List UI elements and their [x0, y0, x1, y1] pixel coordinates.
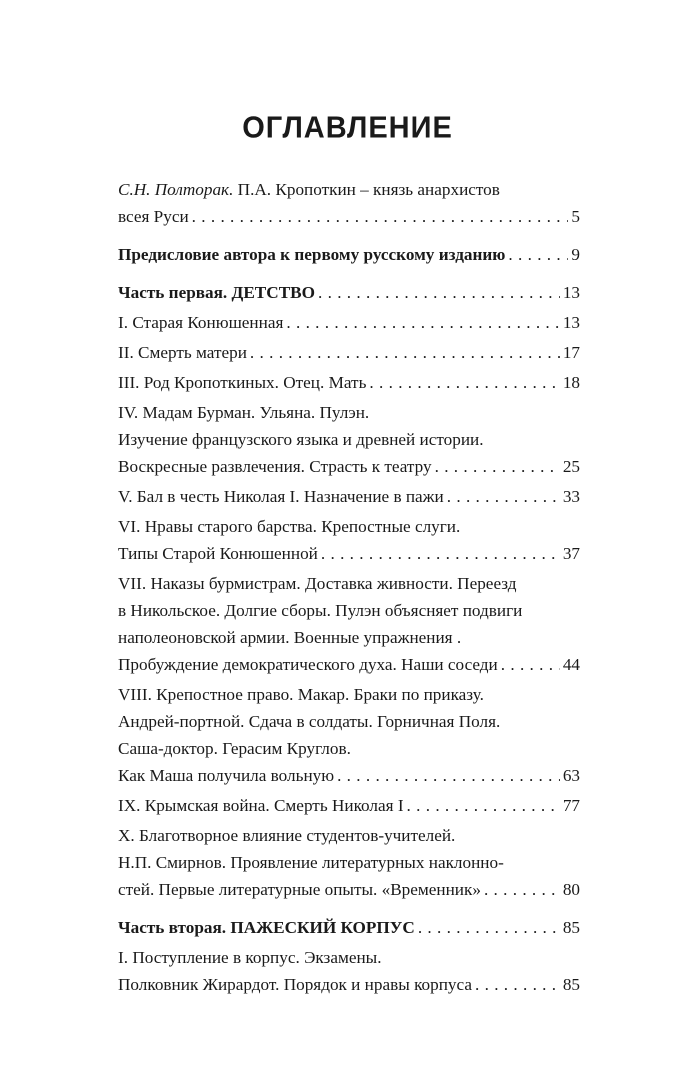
- dot-leader: [286, 309, 559, 336]
- dot-leader: [418, 914, 560, 941]
- page-number: 17: [562, 343, 580, 362]
- toc-entry-line: [118, 453, 580, 480]
- toc-entry-line: [118, 540, 580, 567]
- toc-entry-line: [118, 483, 580, 510]
- toc-entry-line: [118, 279, 580, 306]
- toc-entry-line: [118, 681, 580, 708]
- intro-title: П.А. Кропоткин – князь анархистов: [233, 180, 500, 199]
- toc-entry-line: [118, 597, 580, 624]
- chapter-title-text: I. Старая Конюшенная: [118, 313, 284, 332]
- toc-entry-line: [118, 369, 580, 396]
- toc-entry-line: [118, 792, 580, 819]
- part2-title: Часть вторая. ПАЖЕСКИЙ КОРПУС: [118, 918, 415, 937]
- toc-entry-part2[interactable]: [118, 914, 580, 941]
- toc-entry-line: [118, 309, 580, 336]
- toc-chapter-entry[interactable]: [118, 309, 580, 336]
- part1-title: Часть первая. ДЕТСТВО: [118, 283, 315, 302]
- chapter-title-text: VII. Наказы бурмистрам. Доставка живности. Переезд: [118, 574, 517, 593]
- page-number: 85: [562, 918, 580, 937]
- dot-leader: [407, 792, 560, 819]
- dot-leader: [508, 241, 568, 268]
- chapter-title-text: в Никольское. Долгие сборы. Пулэн объясняет подвиги: [118, 601, 523, 620]
- chapter-title-text: наполеоновской армии. Военные упражнения .: [118, 628, 462, 647]
- toc-entry-line: [118, 914, 580, 941]
- chapter-title-text: VI. Нравы старого барства. Крепостные слуги.: [118, 517, 461, 536]
- toc-entry-part1[interactable]: [118, 279, 580, 306]
- chapter-title-text: Н.П. Смирнов. Проявление литературных наклонно-: [118, 853, 504, 872]
- dot-leader: [192, 203, 569, 230]
- page-number: 13: [562, 313, 580, 332]
- toc-entry-line: [118, 651, 580, 678]
- toc-chapter-entry[interactable]: [118, 339, 580, 366]
- page-number: 5: [571, 207, 580, 226]
- page-number: 33: [562, 487, 580, 506]
- dot-leader: [484, 876, 560, 903]
- toc-entry-line: [118, 708, 580, 735]
- dot-leader: [321, 540, 560, 567]
- chapter-title-text: I. Поступление в корпус. Экзамены.: [118, 948, 382, 967]
- table-of-contents: [118, 176, 580, 998]
- toc-entry-line: [118, 570, 580, 597]
- toc-entry-line: [118, 241, 580, 268]
- chapter-title-text: II. Смерть матери: [118, 343, 247, 362]
- page-number: 37: [562, 544, 580, 563]
- dot-leader: [475, 971, 560, 998]
- dot-leader: [250, 339, 560, 366]
- dot-leader: [337, 762, 560, 789]
- toc-chapter-entry[interactable]: [118, 681, 580, 789]
- chapter-title-text: Саша-доктор. Герасим Круглов.: [118, 739, 351, 758]
- toc-entry-line: [118, 203, 580, 230]
- page-number: 18: [562, 373, 580, 392]
- toc-chapter-entry[interactable]: [118, 369, 580, 396]
- page-number: 9: [571, 245, 580, 264]
- toc-entry-line: [118, 339, 580, 366]
- toc-entry-line: [118, 944, 580, 971]
- chapter-title-text: Полковник Жирардот. Порядок и нравы корпуса: [118, 975, 472, 994]
- page-number: 85: [562, 975, 580, 994]
- toc-entry-line: [118, 822, 580, 849]
- toc-entry-line: [118, 624, 580, 651]
- chapter-title-text: V. Бал в честь Николая I. Назначение в пажи: [118, 487, 444, 506]
- page-number: 44: [562, 655, 580, 674]
- toc-entry-intro[interactable]: [118, 176, 580, 230]
- chapter-title-text: IV. Мадам Бурман. Ульяна. Пулэн.: [118, 403, 370, 422]
- toc-entry-line: [118, 426, 580, 453]
- toc-chapter-entry[interactable]: [118, 513, 580, 567]
- page-number: 63: [562, 766, 580, 785]
- chapter-title-text: III. Род Кропоткиных. Отец. Мать: [118, 373, 367, 392]
- intro-author: С.Н. Полторак.: [118, 180, 234, 199]
- toc-entry-line: [118, 971, 580, 998]
- chapter-title-text: Изучение французского языка и древней истории.: [118, 430, 484, 449]
- chapter-title-text: Воскресные развлечения. Страсть к театру: [118, 457, 432, 476]
- toc-chapter-entry[interactable]: [118, 944, 580, 998]
- chapter-title-text: Типы Старой Конюшенной: [118, 544, 318, 563]
- toc-entry-line: [118, 762, 580, 789]
- chapter-title-text: X. Благотворное влияние студентов-учителей.: [118, 826, 456, 845]
- chapter-title-text: Андрей-портной. Сдача в солдаты. Горничная Поля.: [118, 712, 501, 731]
- toc-chapter-entry[interactable]: [118, 483, 580, 510]
- toc-chapter-entry[interactable]: [118, 570, 580, 678]
- chapter-title-text: IX. Крымская война. Смерть Николая I: [118, 796, 404, 815]
- chapter-title-text: Пробуждение демократического духа. Наши соседи: [118, 655, 498, 674]
- chapter-title-text: Как Маша получила вольную: [118, 766, 335, 785]
- preface-title: Предисловие автора к первому русскому изданию: [118, 245, 506, 264]
- page-number: 13: [562, 283, 580, 302]
- toc-entry-line: [118, 735, 580, 762]
- page-title: ОГЛАВЛЕНИЕ: [242, 111, 453, 145]
- toc-chapter-entry[interactable]: [118, 792, 580, 819]
- dot-leader: [447, 483, 560, 510]
- toc-entry-line: [118, 176, 580, 203]
- chapter-title-text: VIII. Крепостное право. Макар. Браки по приказу.: [118, 685, 484, 704]
- page-number: 25: [562, 457, 580, 476]
- toc-entry-preface[interactable]: [118, 241, 580, 268]
- chapter-title-text: стей. Первые литературные опыты. «Временник»: [118, 880, 481, 899]
- toc-chapter-entry[interactable]: [118, 399, 580, 480]
- toc-entry-line: [118, 513, 580, 540]
- dot-leader: [435, 453, 560, 480]
- page-number: 77: [562, 796, 580, 815]
- toc-entry-line: [118, 399, 580, 426]
- part2-chapter-list: [118, 944, 580, 998]
- dot-leader: [369, 369, 559, 396]
- toc-chapter-entry[interactable]: [118, 822, 580, 903]
- intro-title-cont: всея Руси: [118, 207, 189, 226]
- toc-entry-line: [118, 876, 580, 903]
- page-number: 80: [562, 880, 580, 899]
- dot-leader: [318, 279, 560, 306]
- dot-leader: [501, 651, 560, 678]
- part1-chapter-list: [118, 309, 580, 903]
- toc-entry-line: [118, 849, 580, 876]
